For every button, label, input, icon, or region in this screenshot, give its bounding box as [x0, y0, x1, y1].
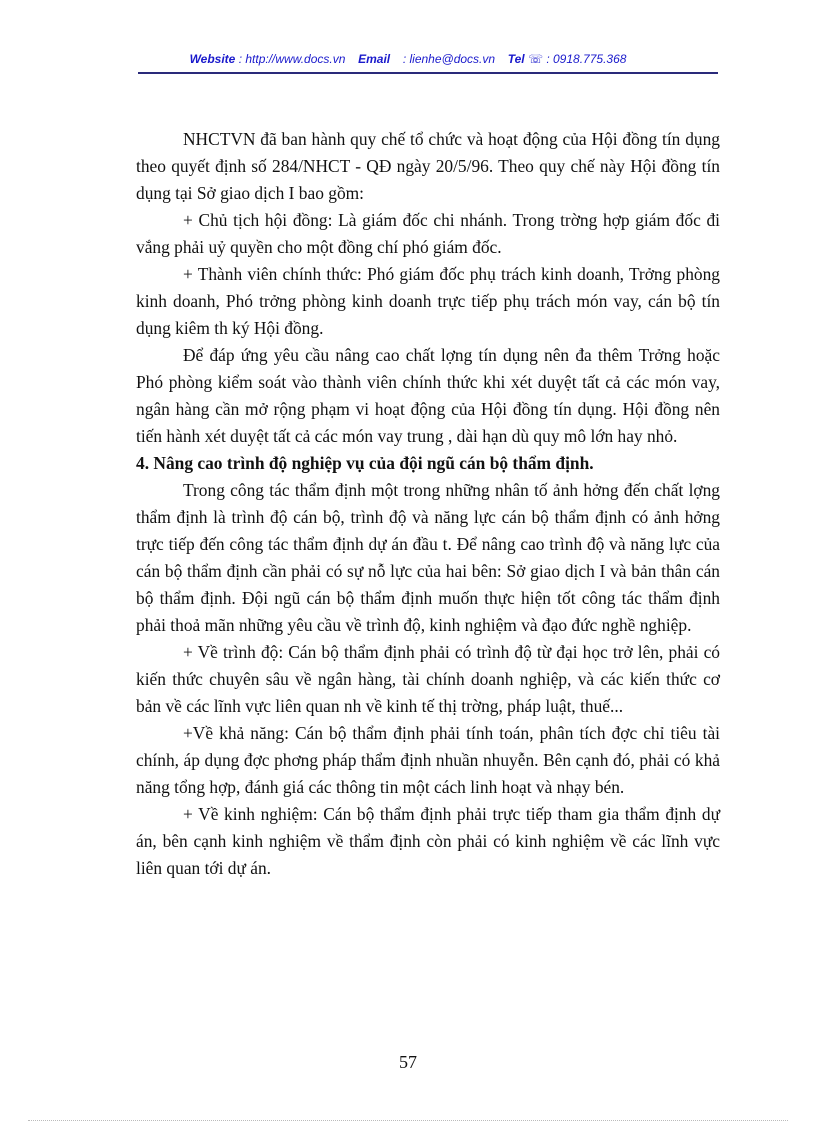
paragraph: + Về trình độ: Cán bộ thẩm định phải có trình độ từ đại học trở lên, phải có kiến thức chuyên sâu về ngân hàng, tài chính doanh nghiệp, và các kiến thức cơ bản về các lĩnh vực liên quan nh về kinh tế thị trờng, pháp luật, thuế... — [136, 642, 720, 716]
footer-divider — [28, 1120, 788, 1121]
paragraph: Trong công tác thẩm định một trong những nhân tố ảnh hởng đến chất lợng thẩm định là trình độ cán bộ, trình độ và năng lực cán bộ thẩm định có ảnh hởng trực tiếp đến công tác thẩm định dự án đầu t. Để nâng cao trình độ và năng lực của cán bộ thẩm định cần phải có sự nỗ lực của hai bên: Sở giao dịch I và bản thân cán bộ thẩm định. Đội ngũ cán bộ thẩm định muốn thực hiện tốt công tác thẩm định phải thoả mãn những yêu cầu về trình độ, kinh nghiệm và đạo đức nghề nghiệp. — [136, 480, 720, 635]
page-header — [0, 52, 816, 66]
page-number: 57 — [399, 1052, 417, 1072]
tel-number: : 0918.775.368 — [546, 52, 627, 66]
paragraph: + Thành viên chính thức: Phó giám đốc phụ trách kinh doanh, Trởng phòng kinh doanh, Phó trởng phòng kinh doanh trực tiếp phụ trách món vay, cán bộ tín dụng kiêm th ký Hội đồng. — [136, 264, 720, 338]
website-link[interactable]: : http://www.docs.vn — [238, 52, 346, 66]
tel-label: Tel — [507, 52, 525, 66]
section-heading: 4. Nâng cao trình độ nghiệp vụ của đội ngũ cán bộ thẩm định. — [136, 453, 594, 473]
paragraph: NHCTVN đã ban hành quy chế tổ chức và hoạt động của Hội đồng tín dụng theo quyết định số 284/NHCT - QĐ ngày 20/5/96. Theo quy chế này Hội đồng tín dụng tại Sở giao dịch I bao gồm: — [136, 129, 720, 203]
website-label: Website — [189, 52, 236, 66]
paragraph: + Về kinh nghiệm: Cán bộ thẩm định phải trực tiếp tham gia thẩm định dự án, bên cạnh kinh nghiệm về thẩm định còn phải có kinh nghiệm về các lĩnh vực liên quan tới dự án. — [136, 804, 720, 878]
telephone-icon: ☏ — [527, 52, 543, 66]
paragraph: + Chủ tịch hội đồng: Là giám đốc chi nhánh. Trong trờng hợp giám đốc đi vắng phải uỷ quyền cho một đồng chí phó giám đốc. — [136, 210, 720, 257]
paragraph: +Về khả năng: Cán bộ thẩm định phải tính toán, phân tích đợc chỉ tiêu tài chính, áp dụng đợc phơng pháp thẩm định nhuần nhuyễn. Bên cạnh đó, phải có khả năng tổng hợp, đánh giá các thông tin một cách linh hoạt và nhạy bén. — [136, 723, 720, 797]
paragraph: Để đáp ứng yêu cầu nâng cao chất lợng tín dụng nên đa thêm Trởng hoặc Phó phòng kiểm soát vào thành viên chính thức khi xét duyệt tất cả các món vay, ngân hàng cần mở rộng phạm vi hoạt động của Hội đồng tín dụng. Hội đồng nên tiến hành xét duyệt tất cả các món vay trung , dài hạn dù quy mô lớn hay nhỏ. — [136, 345, 720, 446]
header-divider — [138, 72, 718, 74]
email-link[interactable]: : lienhe@docs.vn — [402, 52, 496, 66]
document-body — [136, 126, 720, 882]
email-label: Email — [358, 52, 391, 66]
